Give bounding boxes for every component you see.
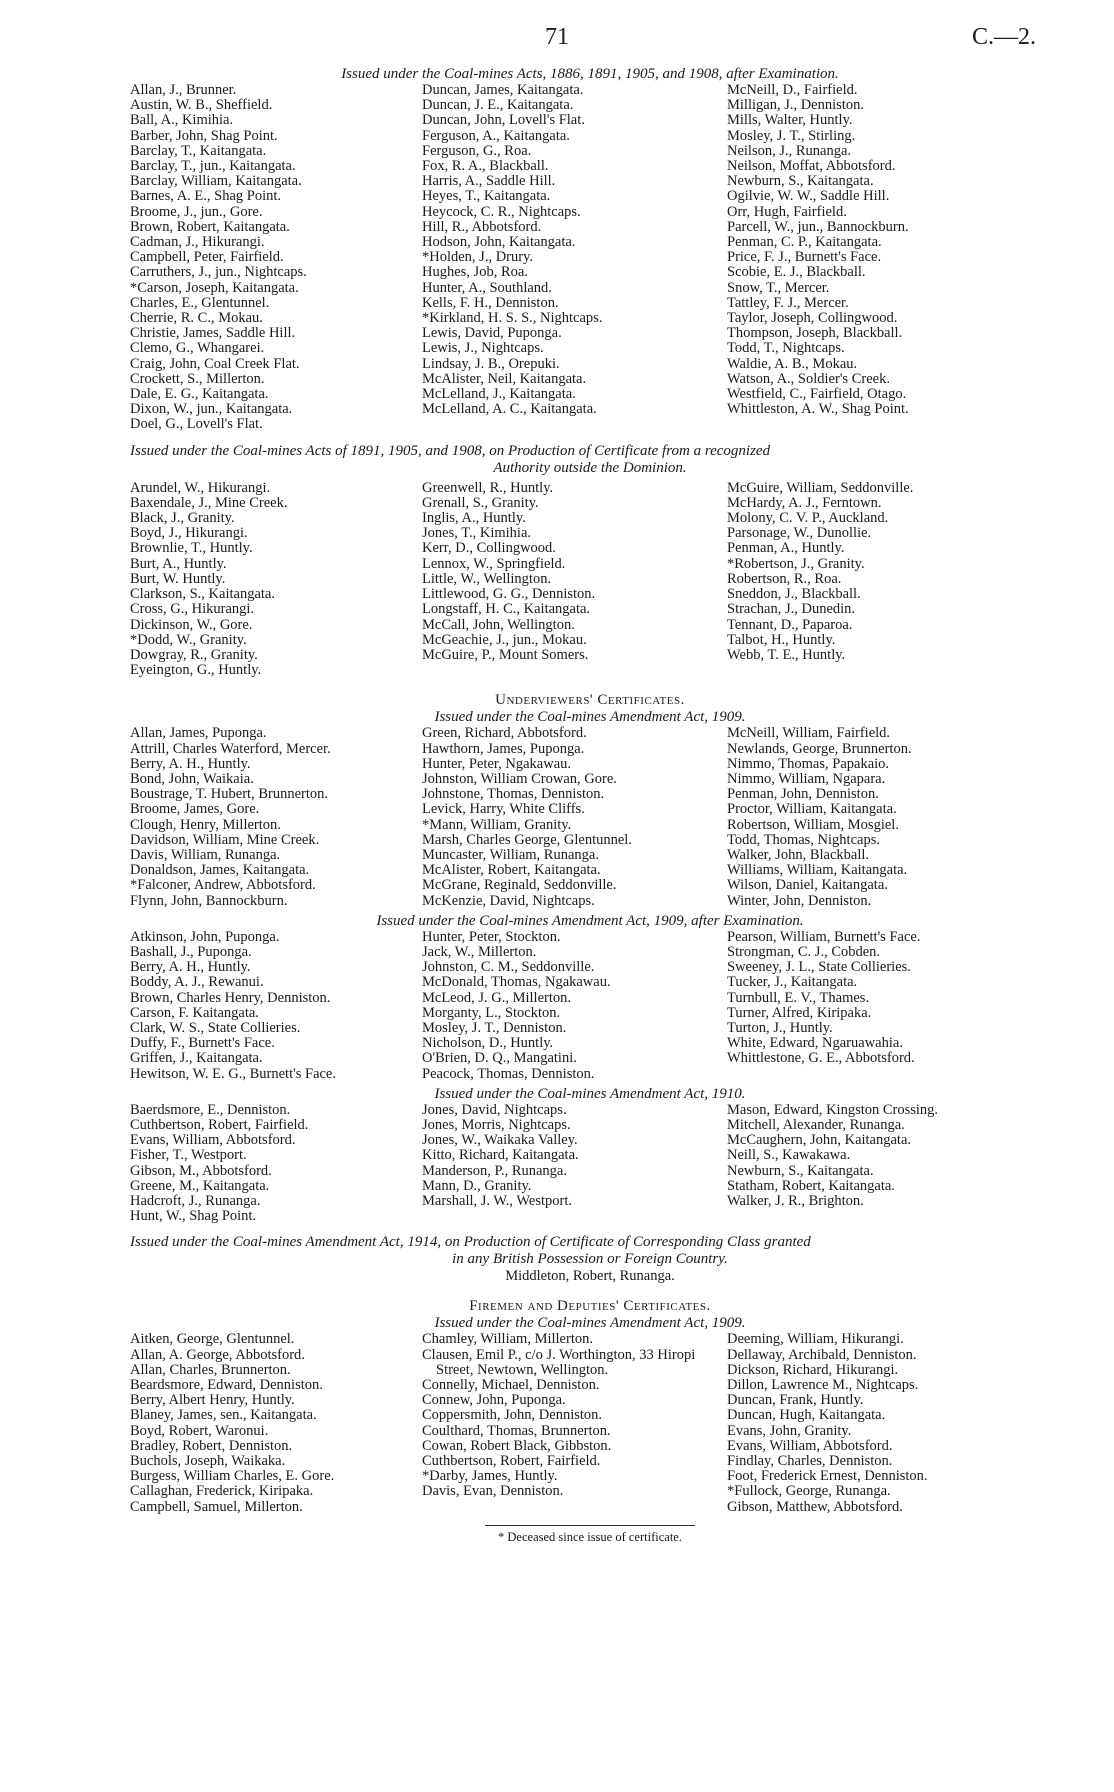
list-item: McLelland, A. C., Kaitangata. xyxy=(422,401,597,418)
list-item: Campbell, Peter, Fairfield. xyxy=(130,249,284,266)
list-item: Barber, John, Shag Point. xyxy=(130,127,278,144)
list-item: Heyes, T., Kaitangata. xyxy=(422,188,551,205)
list-item: Levick, Harry, White Cliffs. xyxy=(422,801,585,818)
list-item: Attrill, Charles Waterford, Mercer. xyxy=(130,740,331,757)
list-item: Newlands, George, Brunnerton. xyxy=(727,740,912,757)
list-item: Brownlie, T., Huntly. xyxy=(130,540,253,557)
list-item: Donaldson, James, Kaitangata. xyxy=(130,862,310,879)
list-item: Grenall, S., Granity. xyxy=(422,494,539,511)
list-item: Nicholson, D., Huntly. xyxy=(422,1035,554,1052)
list-item: Jones, Morris, Nightcaps. xyxy=(422,1116,571,1133)
list-item: Cuthbertson, Robert, Fairfield. xyxy=(422,1453,601,1470)
list-item: Burt, W. Huntly. xyxy=(130,570,226,587)
list-item: Williams, William, Kaitangata. xyxy=(727,862,908,879)
section-title-line2: Authority outside the Dominion. xyxy=(493,459,687,476)
name-columns xyxy=(130,726,1050,908)
list-item: Boddy, A. J., Rewanui. xyxy=(130,974,264,991)
list-item: Milligan, J., Denniston. xyxy=(727,97,864,114)
list-item: Clarkson, S., Kaitangata. xyxy=(130,586,275,603)
column-1 xyxy=(130,726,422,908)
list-item: *Mann, William, Granity. xyxy=(422,816,572,833)
list-item: Scobie, E. J., Blackball. xyxy=(727,264,866,281)
list-item: *Carson, Joseph, Kaitangata. xyxy=(130,279,299,296)
list-item: Molony, C. V. P., Auckland. xyxy=(727,510,889,527)
list-item: Griffen, J., Kaitangata. xyxy=(130,1050,263,1067)
list-item: Davis, William, Runanga. xyxy=(130,846,281,863)
list-item: McLelland, J., Kaitangata. xyxy=(422,386,576,403)
list-item: Johnston, William Crowan, Gore. xyxy=(422,770,617,787)
list-item: Boyd, J., Hikurangi. xyxy=(130,525,248,542)
list-item: Lindsay, J. B., Orepuki. xyxy=(422,355,560,372)
list-item: Turner, Alfred, Kiripaka. xyxy=(727,1004,872,1021)
section-title-line1: Issued under the Coal-mines Acts of 1891, 1905, and 1908, on Production of Certificate from a recognized xyxy=(130,442,771,459)
list-item: Penman, C. P., Kaitangata. xyxy=(727,234,882,251)
list-item: Dickson, Richard, Hikurangi. xyxy=(727,1361,899,1378)
list-item: Duncan, Hugh, Kaitangata. xyxy=(727,1407,886,1424)
list-item: Evans, William, Abbotsford. xyxy=(130,1132,296,1149)
list-item: Jones, T., Kimihia. xyxy=(422,525,532,542)
section-title xyxy=(130,1234,1050,1268)
list-item: Flynn, John, Bannockburn. xyxy=(130,892,288,909)
column-2 xyxy=(422,726,727,908)
list-item: Findlay, Charles, Denniston. xyxy=(727,1453,893,1470)
page-content xyxy=(130,66,1050,1545)
list-item: Dowgray, R., Granity. xyxy=(130,646,258,663)
section-title-line2: in any British Possession or Foreign Country. xyxy=(452,1251,728,1268)
column-1 xyxy=(130,1103,422,1225)
list-item: Chamley, William, Millerton. xyxy=(422,1331,593,1348)
list-item: Johnstone, Thomas, Denniston. xyxy=(422,786,605,803)
list-item: Robertson, William, Mosgiel. xyxy=(727,816,899,833)
list-item: Beardsmore, Edward, Denniston. xyxy=(130,1377,323,1394)
list-item: Atkinson, John, Puponga. xyxy=(130,928,280,945)
list-item: Doel, G., Lovell's Flat. xyxy=(130,416,263,433)
name-columns xyxy=(130,481,1050,679)
list-item: Hawthorn, James, Puponga. xyxy=(422,740,585,757)
list-item: Blaney, James, sen., Kaitangata. xyxy=(130,1407,317,1424)
list-item: Foot, Frederick Ernest, Denniston. xyxy=(727,1468,928,1485)
list-item: Allan, Charles, Brunnerton. xyxy=(130,1361,291,1378)
list-item: Newburn, S., Kaitangata. xyxy=(727,173,874,190)
list-item: Boustrage, T. Hubert, Brunnerton. xyxy=(130,786,328,803)
footnote: * Deceased since issue of certificate. xyxy=(498,1529,682,1544)
list-item: Coppersmith, John, Denniston. xyxy=(422,1407,603,1424)
list-item: Winter, John, Denniston. xyxy=(727,892,872,909)
list-item: Deeming, William, Hikurangi. xyxy=(727,1331,904,1348)
name-columns xyxy=(130,930,1050,1082)
list-item: Cadman, J., Hikurangi. xyxy=(130,234,265,251)
list-item: Nimmo, Thomas, Papakaio. xyxy=(727,755,890,772)
list-item: McCall, John, Wellington. xyxy=(422,616,575,633)
list-item: Neilson, Moffat, Abbotsford. xyxy=(727,158,896,175)
list-item: Morganty, L., Stockton. xyxy=(422,1004,561,1021)
list-item: Clemo, G., Whangarei. xyxy=(130,340,265,357)
list-item: Berry, A. H., Huntly. xyxy=(130,959,251,976)
list-item: Evans, William, Abbotsford. xyxy=(727,1437,893,1454)
list-item: Ogilvie, W. W., Saddle Hill. xyxy=(727,188,890,205)
list-item: Walker, J. R., Brighton. xyxy=(727,1193,864,1209)
list-item: Burt, A., Huntly. xyxy=(130,555,227,572)
list-item: Penman, A., Huntly. xyxy=(727,540,845,557)
list-item: Christie, James, Saddle Hill. xyxy=(130,325,296,342)
list-item: Black, J., Granity. xyxy=(130,510,235,527)
list-item: Barnes, A. E., Shag Point. xyxy=(130,188,282,205)
list-item: Crockett, S., Millerton. xyxy=(130,370,265,387)
list-item: Price, F. J., Burnett's Face. xyxy=(727,249,882,266)
list-item: Jones, David, Nightcaps. xyxy=(422,1101,567,1118)
list-item: Berry, Albert Henry, Huntly. xyxy=(130,1392,295,1409)
list-item: Dillon, Lawrence M., Nightcaps. xyxy=(727,1377,919,1394)
list-item: Duncan, Frank, Huntly. xyxy=(727,1392,864,1409)
list-item: *Robertson, J., Granity. xyxy=(727,555,865,572)
list-item: Mitchell, Alexander, Runanga. xyxy=(727,1116,905,1133)
list-item: Jones, W., Waikaka Valley. xyxy=(422,1132,578,1149)
list-item: McAlister, Neil, Kaitangata. xyxy=(422,370,587,387)
list-item: Tattley, F. J., Mercer. xyxy=(727,294,849,311)
column-3 xyxy=(727,481,1050,679)
list-item: Baerdsmore, E., Denniston. xyxy=(130,1101,291,1118)
section-title: Issued under the Coal-mines Amendment Act, 1910. xyxy=(434,1085,746,1102)
list-item: Taylor, Joseph, Collingwood. xyxy=(727,310,898,327)
list-item: Mosley, J. T., Denniston. xyxy=(422,1019,567,1036)
list-item: Hunter, A., Southland. xyxy=(422,279,552,296)
list-item: Carruthers, J., jun., Nightcaps. xyxy=(130,264,307,281)
list-item: Dickinson, W., Gore. xyxy=(130,616,253,633)
section-heading: Firemen and Deputies' Certificates. xyxy=(469,1298,711,1315)
column-2 xyxy=(422,83,727,433)
list-item: Austin, W. B., Sheffield. xyxy=(130,97,273,114)
footnote-rule xyxy=(485,1525,695,1526)
list-item: Proctor, William, Kaitangata. xyxy=(727,801,897,818)
name-columns xyxy=(130,83,1050,433)
list-item: Walker, John, Blackball. xyxy=(727,846,870,863)
list-item: Brown, Charles Henry, Denniston. xyxy=(130,989,331,1006)
list-item: Green, Richard, Abbotsford. xyxy=(422,725,587,742)
list-item: Eyeington, G., Huntly. xyxy=(130,662,262,679)
list-item: Connew, John, Puponga. xyxy=(422,1392,566,1409)
list-item: Greene, M., Kaitangata. xyxy=(130,1177,270,1194)
column-3 xyxy=(727,1103,1050,1225)
list-item: Todd, T., Nightcaps. xyxy=(727,340,845,357)
list-item: Sneddon, J., Blackball. xyxy=(727,586,861,603)
list-item: Evans, John, Granity. xyxy=(727,1422,852,1439)
list-item: McNeill, D., Fairfield. xyxy=(727,82,858,98)
list-item: Duncan, John, Lovell's Flat. xyxy=(422,112,585,129)
list-item: Cross, G., Hikurangi. xyxy=(130,601,255,618)
section-title: Issued under the Coal-mines Acts, 1886, 1891, 1905, and 1908, after Examination. xyxy=(341,66,839,82)
list-item: Tennant, D., Paparoa. xyxy=(727,616,853,633)
list-item: Broome, James, Gore. xyxy=(130,801,260,818)
list-item: Mason, Edward, Kingston Crossing. xyxy=(727,1101,939,1118)
list-item: Neill, S., Kawakawa. xyxy=(727,1147,851,1164)
list-item: *Darby, James, Huntly. xyxy=(422,1468,558,1485)
list-item: Whittlestone, G. E., Abbotsford. xyxy=(727,1050,915,1067)
list-item: Strongman, C. J., Cobden. xyxy=(727,943,881,960)
list-item: Gibson, M., Abbotsford. xyxy=(130,1162,272,1179)
list-item: Inglis, A., Huntly. xyxy=(422,510,526,527)
list-item: Coulthard, Thomas, Brunnerton. xyxy=(422,1422,611,1439)
section-title: Issued under the Coal-mines Amendment Act, 1909, after Examination. xyxy=(376,912,804,929)
list-item: Greenwell, R., Huntly. xyxy=(422,479,554,496)
list-item: Ferguson, G., Roa. xyxy=(422,142,532,159)
list-item: Wilson, Daniel, Kaitangata. xyxy=(727,877,888,894)
list-item: Parsonage, W., Dunollie. xyxy=(727,525,872,542)
list-item: McCaughern, John, Kaitangata. xyxy=(727,1132,912,1149)
list-item: Harris, A., Saddle Hill. xyxy=(422,173,556,190)
list-item: Buchols, Joseph, Waikaka. xyxy=(130,1453,286,1470)
list-item: Longstaff, H. C., Kaitangata. xyxy=(422,601,591,618)
list-item: McHardy, A. J., Ferntown. xyxy=(727,494,882,511)
list-item: Snow, T., Mercer. xyxy=(727,279,830,296)
column-2 xyxy=(422,1332,727,1514)
list-item: Clark, W. S., State Collieries. xyxy=(130,1019,301,1036)
list-item: Brown, Robert, Kaitangata. xyxy=(130,218,290,235)
list-item: Jack, W., Millerton. xyxy=(422,943,537,960)
section-title: Issued under the Coal-mines Amendment Act, 1909. xyxy=(434,1315,746,1332)
list-item: Fisher, T., Westport. xyxy=(130,1147,247,1164)
list-item: Watson, A., Soldier's Creek. xyxy=(727,370,890,387)
list-item: Hodson, John, Kaitangata. xyxy=(422,234,576,251)
single-entry: Middleton, Robert, Runanga. xyxy=(505,1268,675,1285)
list-item: Hill, R., Abbotsford. xyxy=(422,218,542,235)
list-item: Mills, Walter, Huntly. xyxy=(727,112,853,129)
list-item: Heycock, C. R., Nightcaps. xyxy=(422,203,581,220)
list-item: Lewis, David, Puponga. xyxy=(422,325,562,342)
list-item: Duffy, F., Burnett's Face. xyxy=(130,1035,275,1052)
section-title-line1: Issued under the Coal-mines Amendment Act, 1914, on Production of Certificate of Corresponding Class granted xyxy=(130,1234,811,1251)
list-item: Statham, Robert, Kaitangata. xyxy=(727,1177,895,1194)
list-item: Westfield, C., Fairfield, Otago. xyxy=(727,386,907,403)
list-item: Thompson, Joseph, Blackball. xyxy=(727,325,903,342)
list-item: McKenzie, David, Nightcaps. xyxy=(422,892,595,909)
column-2 xyxy=(422,1103,727,1225)
list-item: Todd, Thomas, Nightcaps. xyxy=(727,831,880,848)
list-item: Cuthbertson, Robert, Fairfield. xyxy=(130,1116,309,1133)
list-item: Little, W., Wellington. xyxy=(422,570,552,587)
list-item: Davidson, William, Mine Creek. xyxy=(130,831,320,848)
list-item: Talbot, H., Huntly. xyxy=(727,631,836,648)
list-item: White, Edward, Ngaruawahia. xyxy=(727,1035,903,1052)
list-item: McLeod, J. G., Millerton. xyxy=(422,989,572,1006)
list-item: Hunter, Peter, Stockton. xyxy=(422,928,561,945)
list-item: Broome, J., jun., Gore. xyxy=(130,203,263,220)
list-item: Lewis, J., Nightcaps. xyxy=(422,340,544,357)
list-item: Newburn, S., Kaitangata. xyxy=(727,1162,874,1179)
list-item: Dellaway, Archibald, Denniston. xyxy=(727,1346,917,1363)
list-item: McGuire, William, Seddonville. xyxy=(727,479,914,496)
list-item: Hunter, Peter, Ngakawau. xyxy=(422,755,572,772)
list-item: Waldie, A. B., Mokau. xyxy=(727,355,858,372)
list-item: Muncaster, William, Runanga. xyxy=(422,846,599,863)
column-3 xyxy=(727,83,1050,433)
list-item: Webb, T. E., Huntly. xyxy=(727,646,846,663)
list-item: Duncan, J. E., Kaitangata. xyxy=(422,97,574,114)
list-item: Bashall, J., Puponga. xyxy=(130,943,252,960)
list-item: Parcell, W., jun., Bannockburn. xyxy=(727,218,909,235)
list-item: *Holden, J., Drury. xyxy=(422,249,534,266)
list-item: Hughes, Job, Roa. xyxy=(422,264,528,281)
list-item: *Kirkland, H. S. S., Nightcaps. xyxy=(422,310,603,327)
list-item: Allan, James, Puponga. xyxy=(130,725,267,742)
list-item: O'Brien, D. Q., Mangatini. xyxy=(422,1050,577,1067)
list-item: Ball, A., Kimihia. xyxy=(130,112,234,129)
list-item: Barclay, William, Kaitangata. xyxy=(130,173,302,190)
section-title: Issued under the Coal-mines Amendment Act, 1909. xyxy=(434,709,746,726)
list-item: Marsh, Charles George, Glentunnel. xyxy=(422,831,632,848)
list-item: Kerr, D., Collingwood. xyxy=(422,540,556,557)
name-columns xyxy=(130,1103,1050,1225)
list-item: Barclay, T., Kaitangata. xyxy=(130,142,267,159)
list-item: Baxendale, J., Mine Creek. xyxy=(130,494,288,511)
list-item: Callaghan, Frederick, Kiripaka. xyxy=(130,1483,314,1500)
list-item: Gibson, Matthew, Abbotsford. xyxy=(727,1498,903,1515)
document-code: C.—2. xyxy=(971,24,1036,50)
list-item: Campbell, Samuel, Millerton. xyxy=(130,1498,303,1515)
list-item: Allan, A. George, Abbotsford. xyxy=(130,1346,305,1363)
column-3 xyxy=(727,1332,1050,1514)
list-item: Burgess, William Charles, E. Gore. xyxy=(130,1468,335,1485)
list-item: Barclay, T., jun., Kaitangata. xyxy=(130,158,296,175)
list-item: Robertson, R., Roa. xyxy=(727,570,842,587)
list-item: Clausen, Emil P., c/o J. Worthington, 33 Hiropi Street, Newtown, Wellington. xyxy=(422,1346,696,1378)
list-item: Dixon, W., jun., Kaitangata. xyxy=(130,401,293,418)
list-item: Whittleston, A. W., Shag Point. xyxy=(727,401,909,418)
list-item: Allan, J., Brunner. xyxy=(130,82,237,98)
list-item: Mosley, J. T., Stirling. xyxy=(727,127,856,144)
list-item: Craig, John, Coal Creek Flat. xyxy=(130,355,300,372)
list-item: Turnbull, E. V., Thames. xyxy=(727,989,870,1006)
list-item: McGrane, Reginald, Seddonville. xyxy=(422,877,617,894)
list-item: Littlewood, G. G., Denniston. xyxy=(422,586,596,603)
list-item: Orr, Hugh, Fairfield. xyxy=(727,203,847,220)
list-item: McGeachie, J., jun., Mokau. xyxy=(422,631,587,648)
list-item: Bradley, Robert, Denniston. xyxy=(130,1437,293,1454)
list-item: McDonald, Thomas, Ngakawau. xyxy=(422,974,611,991)
column-3 xyxy=(727,930,1050,1082)
list-item: Kells, F. H., Denniston. xyxy=(422,294,559,311)
list-item: Aitken, George, Glentunnel. xyxy=(130,1331,295,1348)
list-item: Peacock, Thomas, Denniston. xyxy=(422,1065,595,1082)
list-item: Neilson, J., Runanga. xyxy=(727,142,852,159)
list-item: *Fullock, George, Runanga. xyxy=(727,1483,891,1500)
list-item: McNeill, William, Fairfield. xyxy=(727,725,891,742)
list-item: Turton, J., Huntly. xyxy=(727,1019,833,1036)
list-item: Hewitson, W. E. G., Burnett's Face. xyxy=(130,1065,336,1082)
list-item: Clough, Henry, Millerton. xyxy=(130,816,281,833)
list-item: Penman, John, Denniston. xyxy=(727,786,879,803)
column-1 xyxy=(130,481,422,679)
list-item: Manderson, P., Runanga. xyxy=(422,1162,567,1179)
list-item: Sweeney, J. L., State Collieries. xyxy=(727,959,911,976)
list-item: Berry, A. H., Huntly. xyxy=(130,755,251,772)
list-item: Carson, F. Kaitangata. xyxy=(130,1004,259,1021)
column-1 xyxy=(130,1332,422,1514)
name-columns xyxy=(130,1332,1050,1514)
list-item: *Dodd, W., Granity. xyxy=(130,631,247,648)
list-item: Mann, D., Granity. xyxy=(422,1177,532,1194)
section-heading: Underviewers' Certificates. xyxy=(495,692,685,709)
column-3 xyxy=(727,726,1050,908)
list-item: Ferguson, A., Kaitangata. xyxy=(422,127,570,144)
list-item: Pearson, William, Burnett's Face. xyxy=(727,928,921,945)
list-item: Cowan, Robert Black, Gibbston. xyxy=(422,1437,612,1454)
list-item: Charles, E., Glentunnel. xyxy=(130,294,270,311)
list-item: Connelly, Michael, Denniston. xyxy=(422,1377,600,1394)
list-item: Johnston, C. M., Seddonville. xyxy=(422,959,595,976)
list-item: Marshall, J. W., Westport. xyxy=(422,1193,573,1209)
list-item: Davis, Evan, Denniston. xyxy=(422,1483,564,1500)
list-item: Lennox, W., Springfield. xyxy=(422,555,566,572)
list-item: Kitto, Richard, Kaitangata. xyxy=(422,1147,579,1164)
column-1 xyxy=(130,83,422,433)
list-item: Boyd, Robert, Waronui. xyxy=(130,1422,269,1439)
column-2 xyxy=(422,481,727,679)
list-item: McGuire, P., Mount Somers. xyxy=(422,646,589,663)
list-item: Strachan, J., Dunedin. xyxy=(727,601,856,618)
list-item: Fox, R. A., Blackball. xyxy=(422,158,549,175)
list-item: McAlister, Robert, Kaitangata. xyxy=(422,862,601,879)
list-item: Hadcroft, J., Runanga. xyxy=(130,1193,261,1209)
list-item: Hunt, W., Shag Point. xyxy=(130,1208,257,1225)
list-item: Tucker, J., Kaitangata. xyxy=(727,974,858,991)
list-item: Bond, John, Waikaia. xyxy=(130,770,254,787)
column-1 xyxy=(130,930,422,1082)
list-item: Cherrie, R. C., Mokau. xyxy=(130,310,263,327)
list-item: Dale, E. G., Kaitangata. xyxy=(130,386,269,403)
page-number: 71 xyxy=(545,24,569,50)
column-2 xyxy=(422,930,727,1082)
list-item: Duncan, James, Kaitangata. xyxy=(422,82,584,98)
list-item: *Falconer, Andrew, Abbotsford. xyxy=(130,877,316,894)
list-item: Nimmo, William, Ngapara. xyxy=(727,770,886,787)
list-item: Arundel, W., Hikurangi. xyxy=(130,479,271,496)
section-title xyxy=(130,443,1050,477)
